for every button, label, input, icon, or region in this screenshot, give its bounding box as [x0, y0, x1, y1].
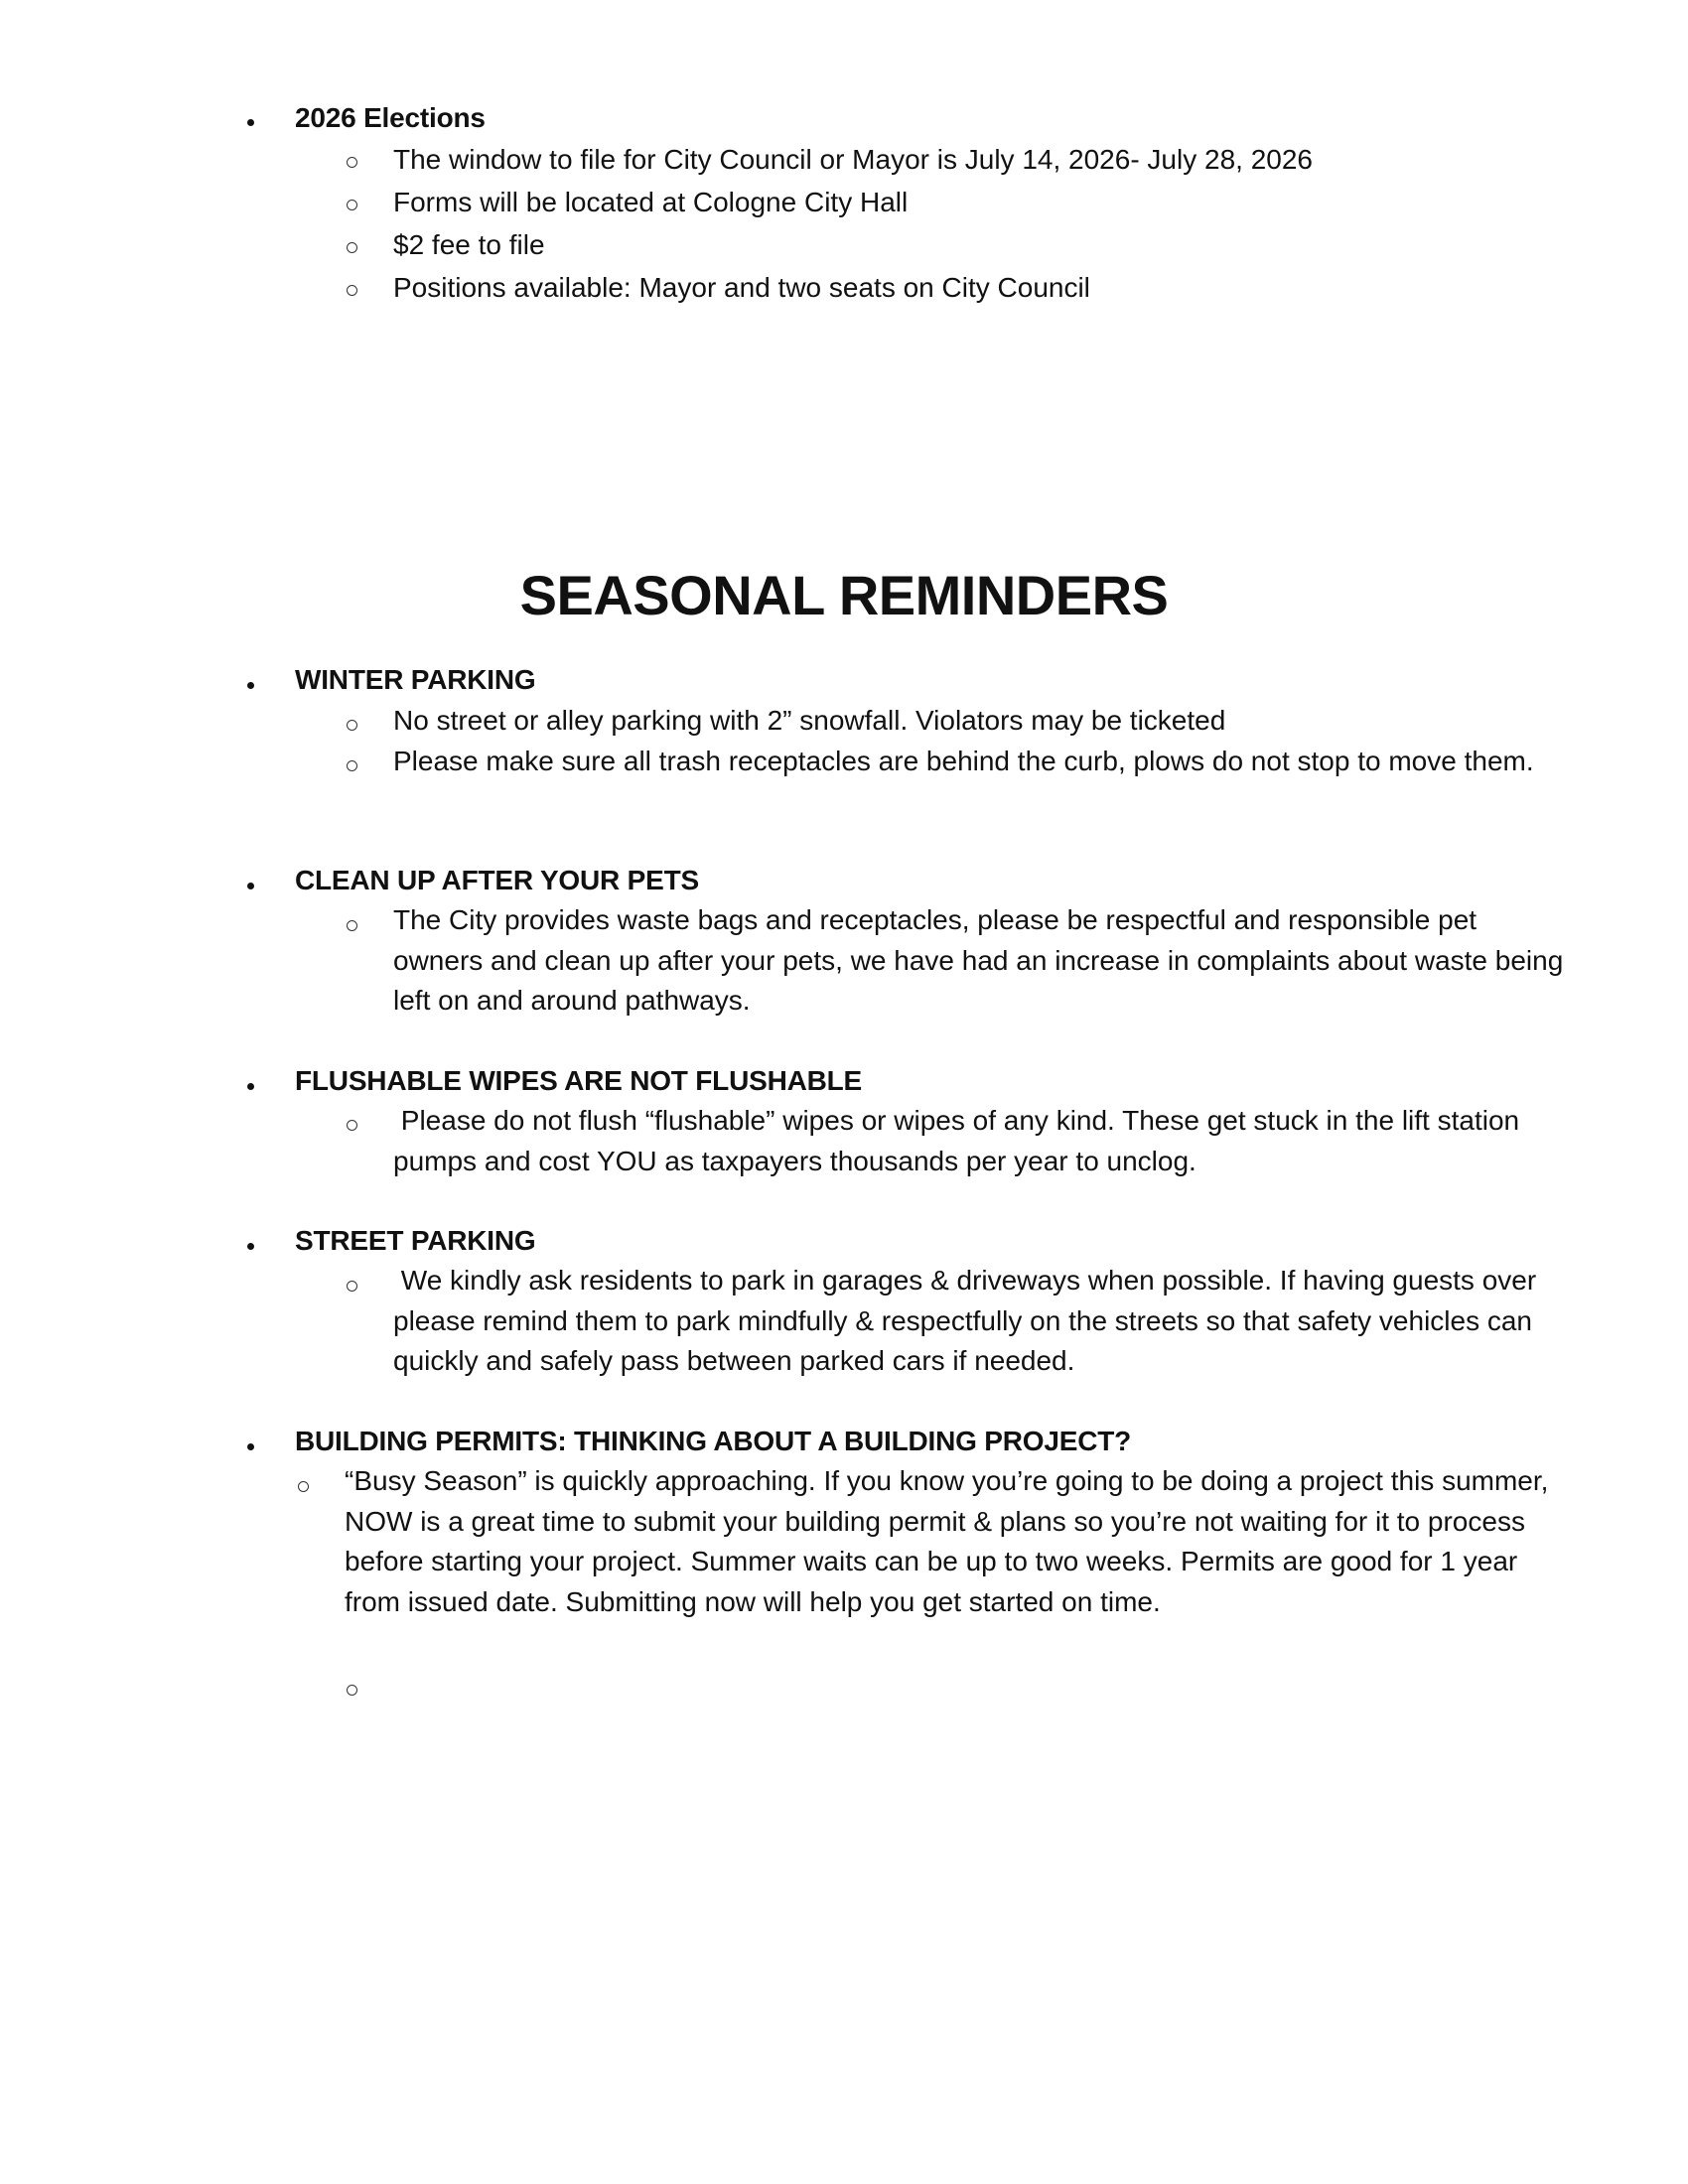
sub-bullet [347, 720, 357, 731]
sub-bullet [298, 1481, 309, 1492]
elections-item: The window to file for City Council or Mayor is July 14, 2026- July 28, 2026 [393, 144, 1313, 175]
bullet-dot [247, 119, 254, 126]
section-heading: CLEAN UP AFTER YOUR PETS [295, 865, 699, 895]
section-item: “Busy Season” is quickly approaching. If you know you’re going to be doing a project this summer, NOW is a great time to submit your building permit & plans so you’re not waiting for it to process before starting your project. Summer waits can be up to two weeks. Permits are good for 1 year from issued date. Submitting now will help you get started on time. [345, 1465, 1549, 1617]
sub-bullet [347, 242, 357, 253]
section-heading: WINTER PARKING [295, 664, 536, 695]
bullet-dot [247, 682, 254, 689]
bullet-dot [247, 1083, 254, 1090]
sub-bullet [347, 200, 357, 210]
sub-bullet [347, 760, 357, 771]
elections-item: $2 fee to file [393, 229, 545, 260]
bullet-dot [247, 1443, 254, 1450]
page-title: SEASONAL REMINDERS [519, 564, 1169, 626]
elections-item: Forms will be located at Cologne City Hall [393, 187, 909, 217]
section-item: Please make sure all trash receptacles are behind the curb, plows do not stop to move them. [393, 746, 1534, 776]
sub-bullet [347, 1120, 357, 1131]
section-heading: BUILDING PERMITS: THINKING ABOUT A BUILDING PROJECT? [295, 1426, 1132, 1456]
section-item: Please do not flush “flushable” wipes or wipes of any kind. These get stuck in the lift station pumps and cost YOU as taxpayers thousands per year to unclog. [393, 1105, 1527, 1176]
section-item: The City provides waste bags and receptacles, please be respectful and responsible pet owners and clean up after your pets, we have had an increase in complaints about waste being left on and around pathways. [393, 904, 1564, 1016]
sub-bullet [347, 920, 357, 931]
section-heading: FLUSHABLE WIPES ARE NOT FLUSHABLE [295, 1065, 863, 1096]
sub-bullet [347, 1685, 357, 1696]
section-heading: STREET PARKING [295, 1225, 536, 1256]
section-item: No street or alley parking with 2” snowfall. Violators may be ticketed [393, 705, 1226, 736]
sub-bullet [347, 157, 357, 168]
sub-bullet [347, 285, 357, 296]
bullet-dot [247, 883, 254, 889]
section-item: We kindly ask residents to park in garages & driveways when possible. If having guests over please remind them to park mindfully & respectfully on the streets so that safety vehicles can quickly and safely pass between parked cars if needed. [393, 1265, 1544, 1376]
elections-heading: 2026 Elections [295, 102, 486, 133]
elections-item: Positions available: Mayor and two seats on City Council [393, 272, 1090, 303]
bullet-dot [247, 1243, 254, 1250]
sub-bullet [347, 1281, 357, 1292]
